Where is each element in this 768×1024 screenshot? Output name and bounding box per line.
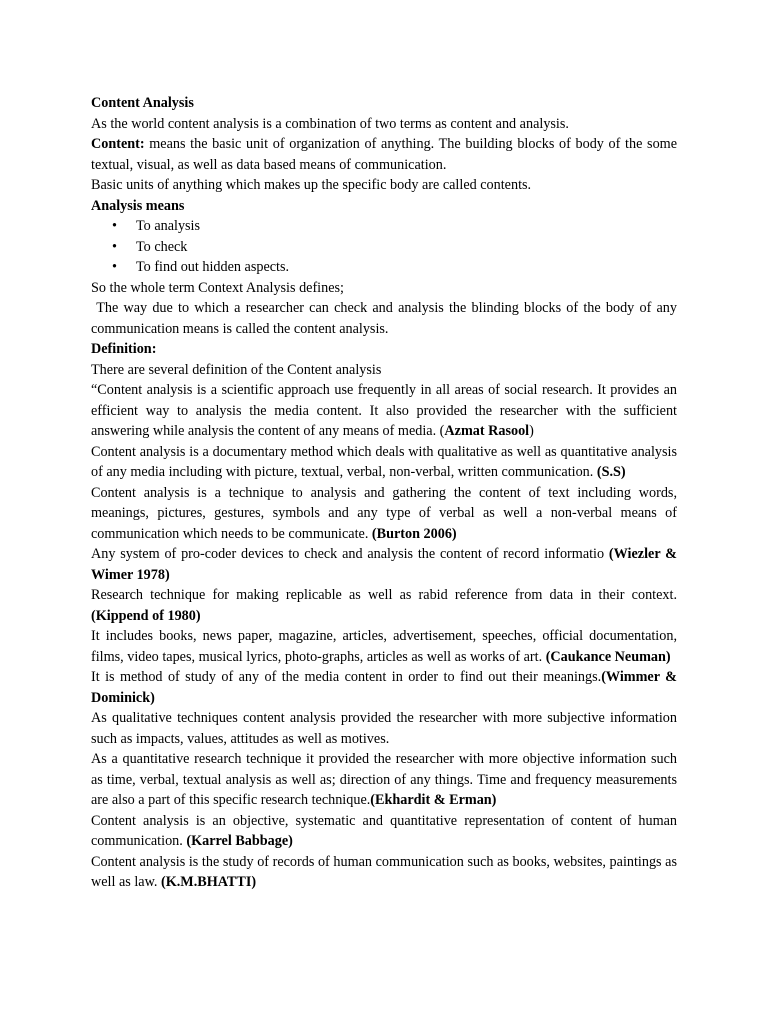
content-paragraph: Content: means the basic unit of organization of anything. The building blocks of body of the some textual, visual, as well as data based means of communication. [91,136,677,173]
bullet-icon: • [112,238,117,255]
several-definitions-paragraph: There are several definition of the Content analysis [91,361,382,378]
content-label: Content: [91,136,145,152]
citation: (Burton 2006) [371,525,457,542]
definition-paragraph: It includes books, news paper, magazine, articles, advertisement, speeches, official documentation, films, video tapes, musical lyrics, photo-graphs, articles as well as works of art. (Caukance Neuman) [91,628,677,665]
citation: (Wimmer & Dominick) [91,669,677,706]
definition-paragraph: Content analysis is a technique to analysis and gathering the content of text including words, meanings, pictures, gestures, symbols and any type of verbal as well a non-verbal means of communication which needs to be communicate. (Burton 2006) [91,484,677,542]
analysis-heading: Analysis means [91,197,185,214]
bullet-icon: • [112,218,117,234]
definition-heading: Definition: [91,341,157,357]
citation: (Karrel Babbage) [186,833,293,849]
definition-paragraph: Content analysis is the study of records of human communication such as books, websites, paintings as well as law. (K.M.BHATTI) [91,853,677,890]
citation: Azmat Rasool [444,423,530,439]
document-page [91,93,681,893]
citation: (Caukance Neuman) [545,648,671,665]
basic-units-paragraph: Basic units of anything which makes up the specific body are called contents. [91,177,532,193]
citation: (Kippend of 1980) [91,607,201,624]
document-title: Content Analysis [91,95,194,111]
definition-paragraph: Content analysis is an objective, systematic and quantitative representation of content of human communication. (Karrel Babbage) [91,812,677,849]
definition-paragraph: Research technique for making replicable as well as rabid reference from data in their context. (Kippend of 1980) [91,587,677,624]
definition-paragraph: Any system of pro-coder devices to check and analysis the content of record informatio (Wiezler & Wimer 1978) [91,546,677,583]
way-due-paragraph: The way due to which a researcher can check and analysis the blinding blocks of the body of any communication means is called the content analysis. [91,300,681,337]
list-item: • To analysis [91,216,677,237]
definition-paragraph: It is method of study of any of the media content in order to find out their meanings.(Wimmer & Dominick) [91,669,677,706]
citation: (S.S) [596,464,626,480]
definition-paragraph: Content analysis is a documentary method which deals with qualitative as well as quantitative analysis of any media including with picture, textual, verbal, non-verbal, written communication. (S.S) [91,443,677,480]
whole-term-paragraph: So the whole term Context Analysis defines; [91,279,344,296]
list-item: • To find out hidden aspects. [91,257,677,278]
list-item: • To check [91,237,677,258]
citation: (Wiezler & Wimer 1978) [91,546,677,583]
intro-paragraph: As the world content analysis is a combination of two terms as content and analysis. [91,115,569,132]
citation: (K.M.BHATTI) [161,874,257,890]
analysis-list [91,216,677,278]
definition-paragraph: As qualitative techniques content analysis provided the researcher with more subjective information such as impacts, values, attitudes as well as motives. [91,710,677,747]
definition-paragraph: “Content analysis is a scientific approach use frequently in all areas of social research. It provides an efficient way to analysis the media content. It also provided the researcher with the sufficient answering while analysis the content of any means of media. (Azmat Rasool) [91,382,677,439]
bullet-icon: • [112,259,117,275]
citation: (Ekhardit & Erman) [370,792,497,808]
definition-paragraph: As a quantitative research technique it provided the researcher with more objective information such as time, verbal, textual analysis as well as; direction of any things. Time and frequency measurements are also a part of this specific research technique.(Ekhardit & Erman) [91,751,677,808]
